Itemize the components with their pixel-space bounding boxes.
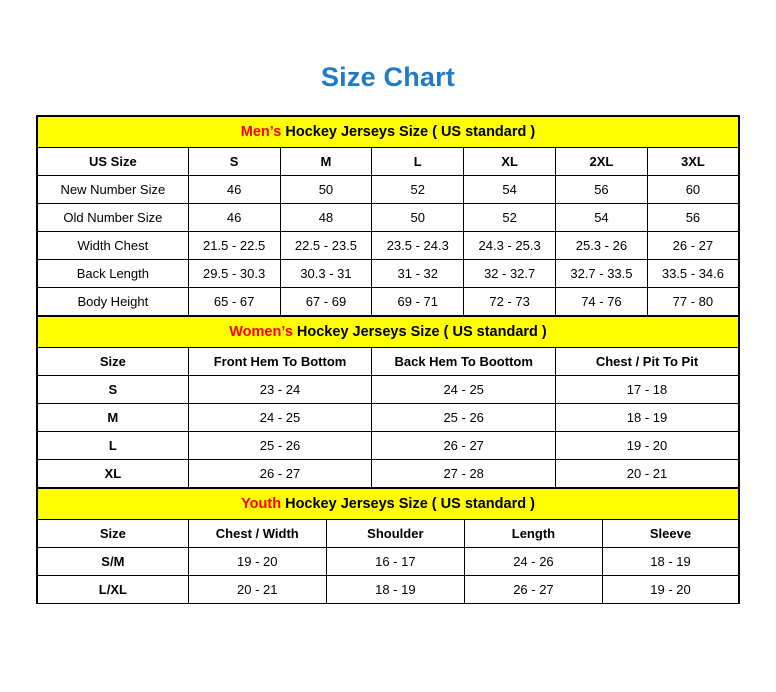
womens-col-3: Chest / Pit To Pit — [556, 348, 739, 376]
mens-row-label: Width Chest — [38, 232, 189, 260]
mens-cell: 48 — [280, 204, 372, 232]
mens-row-label: Body Height — [38, 288, 189, 316]
womens-row-label: L — [38, 432, 189, 460]
mens-cell: 33.5 - 34.6 — [647, 260, 738, 288]
womens-cell: 26 - 27 — [372, 432, 556, 460]
womens-cell: 24 - 25 — [372, 376, 556, 404]
womens-row-label: M — [38, 404, 189, 432]
youth-col-0: Size — [38, 520, 189, 548]
youth-cell: 16 - 17 — [326, 548, 464, 576]
womens-heading-rest: Hockey Jerseys Size ( US standard ) — [292, 324, 547, 340]
mens-cell: 21.5 - 22.5 — [188, 232, 280, 260]
mens-col-6: 3XL — [647, 148, 738, 176]
youth-heading-accent: Youth — [241, 496, 282, 512]
youth-heading-rest: Hockey Jerseys Size ( US standard ) — [281, 496, 535, 512]
mens-section-header-row — [38, 117, 739, 148]
table-row — [38, 232, 739, 260]
womens-heading-accent: Women’s — [229, 324, 293, 340]
womens-cell: 24 - 25 — [188, 404, 372, 432]
mens-row-label: New Number Size — [38, 176, 189, 204]
womens-cell: 26 - 27 — [188, 460, 372, 488]
womens-cell: 18 - 19 — [556, 404, 739, 432]
mens-cell: 23.5 - 24.3 — [372, 232, 464, 260]
youth-cell: 18 - 19 — [326, 576, 464, 604]
youth-section-header-row — [38, 489, 739, 520]
mens-section-header — [38, 117, 739, 148]
table-row — [38, 288, 739, 316]
mens-cell: 46 — [188, 204, 280, 232]
mens-heading-accent: Men’s — [240, 124, 282, 140]
womens-col-0: Size — [38, 348, 189, 376]
mens-cell: 50 — [372, 204, 464, 232]
mens-cell: 54 — [556, 204, 648, 232]
mens-row-label: Old Number Size — [38, 204, 189, 232]
womens-row-label: XL — [38, 460, 189, 488]
womens-cell: 25 - 26 — [372, 404, 556, 432]
table-row — [38, 432, 739, 460]
mens-heading-rest: Hockey Jerseys Size ( US standard ) — [281, 124, 536, 140]
table-row — [38, 376, 739, 404]
mens-cell: 22.5 - 23.5 — [280, 232, 372, 260]
mens-cell: 32.7 - 33.5 — [556, 260, 648, 288]
womens-cell: 17 - 18 — [556, 376, 739, 404]
mens-cell: 24.3 - 25.3 — [464, 232, 556, 260]
womens-cell: 19 - 20 — [556, 432, 739, 460]
mens-cell: 67 - 69 — [280, 288, 372, 316]
youth-size-table — [37, 488, 739, 604]
table-row — [38, 460, 739, 488]
womens-section-header — [38, 317, 739, 348]
youth-cell: 19 - 20 — [602, 576, 738, 604]
mens-cell: 56 — [556, 176, 648, 204]
mens-cell: 32 - 32.7 — [464, 260, 556, 288]
womens-col-1: Front Hem To Bottom — [188, 348, 372, 376]
womens-col-2: Back Hem To Boottom — [372, 348, 556, 376]
table-row — [38, 204, 739, 232]
table-row — [38, 548, 739, 576]
mens-size-table — [37, 116, 739, 316]
youth-col-1: Chest / Width — [188, 520, 326, 548]
mens-cell: 74 - 76 — [556, 288, 648, 316]
womens-cell: 20 - 21 — [556, 460, 739, 488]
table-row — [38, 176, 739, 204]
mens-cell: 65 - 67 — [188, 288, 280, 316]
mens-cell: 54 — [464, 176, 556, 204]
mens-cell: 30.3 - 31 — [280, 260, 372, 288]
mens-cell: 72 - 73 — [464, 288, 556, 316]
mens-col-5: 2XL — [556, 148, 648, 176]
page-title: Size Chart — [320, 62, 456, 92]
mens-cell: 50 — [280, 176, 372, 204]
womens-cell: 25 - 26 — [188, 432, 372, 460]
mens-cell: 77 - 80 — [647, 288, 738, 316]
womens-size-table — [37, 316, 739, 488]
youth-section-header — [38, 489, 739, 520]
mens-col-3: L — [372, 148, 464, 176]
mens-cell: 26 - 27 — [647, 232, 738, 260]
womens-cell: 23 - 24 — [188, 376, 372, 404]
youth-row-label: L/XL — [38, 576, 189, 604]
table-row — [38, 576, 739, 604]
mens-cell: 52 — [372, 176, 464, 204]
mens-cell: 25.3 - 26 — [556, 232, 648, 260]
youth-column-header-row — [38, 520, 739, 548]
youth-cell: 18 - 19 — [602, 548, 738, 576]
youth-cell: 20 - 21 — [188, 576, 326, 604]
womens-column-header-row — [38, 348, 739, 376]
youth-row-label: S/M — [38, 548, 189, 576]
mens-cell: 31 - 32 — [372, 260, 464, 288]
youth-cell: 24 - 26 — [464, 548, 602, 576]
womens-section-header-row — [38, 317, 739, 348]
table-row — [38, 260, 739, 288]
table-row — [38, 404, 739, 432]
mens-col-1: S — [188, 148, 280, 176]
mens-col-4: XL — [464, 148, 556, 176]
youth-col-2: Shoulder — [326, 520, 464, 548]
mens-cell: 69 - 71 — [372, 288, 464, 316]
mens-col-0: US Size — [38, 148, 189, 176]
youth-cell: 19 - 20 — [188, 548, 326, 576]
mens-row-label: Back Length — [38, 260, 189, 288]
youth-col-3: Length — [464, 520, 602, 548]
mens-col-2: M — [280, 148, 372, 176]
mens-cell: 29.5 - 30.3 — [188, 260, 280, 288]
mens-cell: 52 — [464, 204, 556, 232]
womens-row-label: S — [38, 376, 189, 404]
youth-col-4: Sleeve — [602, 520, 738, 548]
womens-cell: 27 - 28 — [372, 460, 556, 488]
youth-cell: 26 - 27 — [464, 576, 602, 604]
mens-column-header-row — [38, 148, 739, 176]
mens-cell: 56 — [647, 204, 738, 232]
size-chart-container — [36, 115, 740, 604]
mens-cell: 60 — [647, 176, 738, 204]
mens-cell: 46 — [188, 176, 280, 204]
